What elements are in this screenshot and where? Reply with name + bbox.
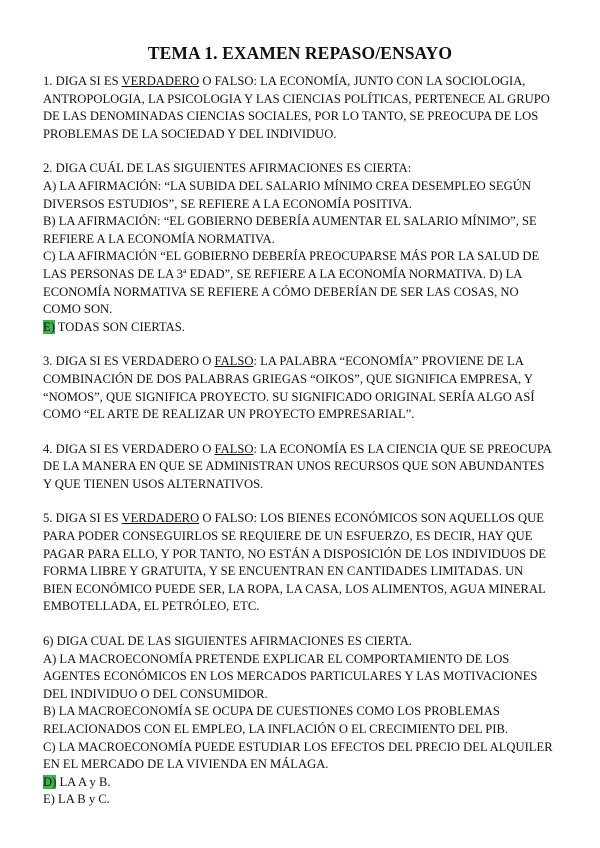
option-a: A) LA AFIRMACIÓN: “LA SUBIDA DEL SALARIO MÍNIMO CREA DESEMPLEO SEGÚN DIVERSOS ESTUDIOS”, SE REFIERE A LA ECONOMÍA POSITIVA.	[43, 178, 531, 211]
question-2-intro: 2. DIGA CUÁL DE LAS SIGUIENTES AFIRMACIONES ES CIERTA:	[43, 161, 412, 176]
answer-underlined: FALSO	[214, 441, 254, 456]
question-1	[43, 73, 553, 143]
option-c: C) LA AFIRMACIÓN “EL GOBIERNO DEBERÍA PREOCUPARSE MÁS POR LA SALUD DE LAS PERSONAS DE LA 3ª EDAD”, SE REFIERE A LA ECONOMÍA NORMATIVA. D) LA ECONOMÍA NORMATIVA SE REFIERE A CÓMO DEBERÍAN DE SER LAS COSAS, NO COMO SON.	[43, 249, 540, 317]
question-1-text: 1. DIGA SI ES VERDADERO O FALSO: LA ECONOMÍA, JUNTO CON LA SOCIOLOGIA, ANTROPOLOGIA, LA PSICOLOGIA Y LAS CIENCIAS POLÍTICAS, PERTENECE AL GRUPO DE LAS DENOMINADAS CIENCIAS SOCIALES, POR LO TANTO, SE PREOCUPA DE LOS PROBLEMAS DE LA SOCIEDAD Y DEL INDIVIDUO.	[43, 74, 550, 141]
question-6-intro: 6) DIGA CUAL DE LAS SIGUIENTES AFIRMACIONES ES CIERTA.	[43, 634, 412, 649]
answer-underlined: VERDADERO	[121, 511, 200, 526]
correct-answer-highlight: E)	[43, 319, 55, 334]
page-title: TEMA 1. EXAMEN REPASO/ENSAYO	[147, 43, 453, 63]
option-a: A) LA MACROECONOMÍA PRETENDE EXPLICAR EL COMPORTAMIENTO DE LOS AGENTES ECONÓMICOS EN LOS MERCADOS PARTICULARES Y LAS MOTIVACIONES DEL INDIVIDUO O DEL CONSUMIDOR.	[43, 651, 538, 701]
option-e: E) LA B y C.	[43, 792, 110, 807]
question-4-text: 4. DIGA SI ES VERDADERO O FALSO: LA ECONOMÍA ES LA CIENCIA QUE SE PREOCUPA DE LA MANERA EN QUE SE ADMINISTRAN UNOS RECURSOS QUE SON ABUNDANTES Y QUE TIENEN USOS ALTERNATIVOS.	[43, 441, 552, 491]
question-3	[43, 353, 553, 423]
option-b: B) LA AFIRMACIÓN: “EL GOBIERNO DEBERÍA AUMENTAR EL SALARIO MÍNIMO”, SE REFIERE A LA ECONOMÍA NORMATIVA.	[43, 214, 537, 246]
question-6	[43, 633, 553, 809]
option-c: C) LA MACROECONOMÍA PUEDE ESTUDIAR LOS EFECTOS DEL PRECIO DEL ALQUILER EN EL MERCADO DE LA VIVIENDA EN MÁLAGA.	[43, 739, 553, 772]
question-5-text: 5. DIGA SI ES VERDADERO O FALSO: LOS BIENES ECONÓMICOS SON AQUELLOS QUE PARA PODER CONSEGUIRLOS SE REQUIERE DE UN ESFUERZO, ES DECIR, HAY QUE PAGAR PARA ELLO, Y POR TANTO, NO ESTÁN A DISPOSICIÓN DE LOS INDIVIDUOS DE FORMA LIBRE Y GRATUITA, Y SE ENCUENTRAN EN CANTIDADES LIMITADAS. UN BIEN ECONÓMICO PUEDE SER, LA ROPA, LA CASA, LOS ALIMENTOS, AGUA MINERAL EMBOTELLADA, EL PETRÓLEO, ETC.	[43, 511, 546, 614]
question-5	[43, 510, 553, 616]
option-e: E) TODAS SON CIERTAS.	[43, 319, 185, 334]
option-d: D) LA A y B.	[43, 774, 111, 789]
answer-underlined: VERDADERO	[121, 74, 200, 88]
option-b: B) LA MACROECONOMÍA SE OCUPA DE CUESTIONES COMO LOS PROBLEMAS RELACIONADOS CON EL EMPLEO, LA INFLACIÓN O EL CRECIMIENTO DEL PIB.	[43, 704, 509, 736]
correct-answer-highlight: D)	[43, 774, 57, 789]
answer-underlined: FALSO	[214, 354, 254, 369]
document-body	[43, 73, 553, 826]
question-3-text: 3. DIGA SI ES VERDADERO O FALSO: LA PALABRA “ECONOMÍA” PROVIENE DE LA COMBINACIÓN DE DOS PALABRAS GRIEGAS “OIKOS”, QUE SIGNIFICA EMPRESA, Y “NOMOS”, QUE SIGNIFICA PROYECTO. SU SIGNIFICADO ORIGINAL SERÍA ALGO ASÍ COMO “EL ARTE DE REALIZAR UN PROYECTO EMPRESARIAL”.	[43, 354, 535, 422]
question-4	[43, 441, 553, 494]
question-2	[43, 160, 553, 336]
